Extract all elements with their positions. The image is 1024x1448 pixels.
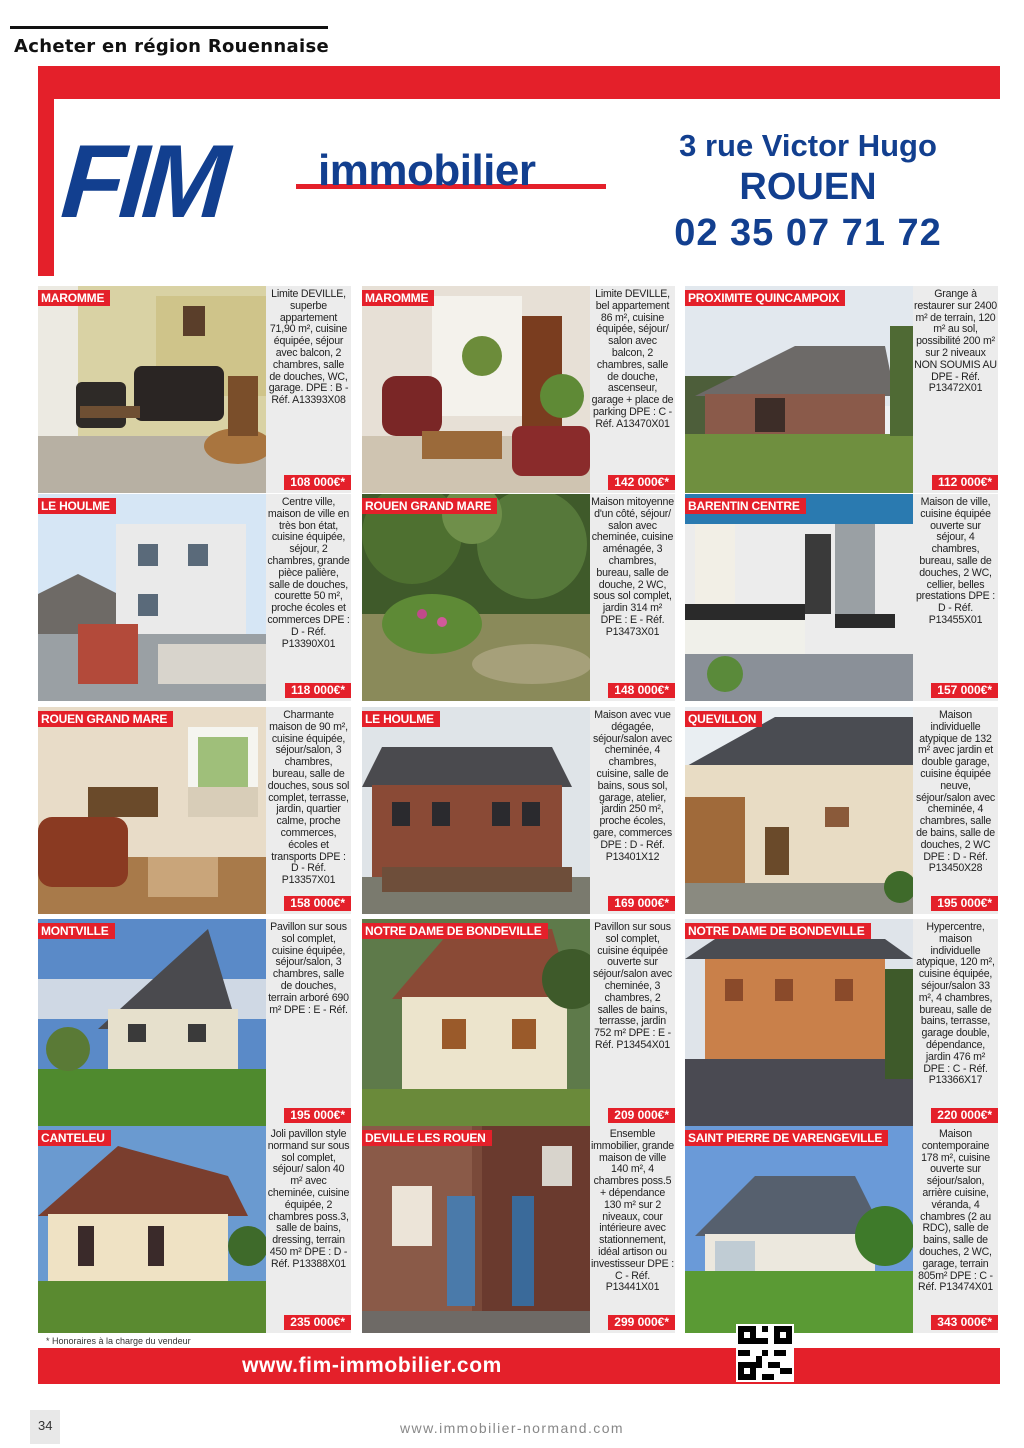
listing-description: Maison mitoyenne d'un côté, séjour/ salon avec cheminée, cuisine aménagée, 3 chambres, bureau, salle de douche, 2 WC, sous sol complet, jardin 314 m² DPE : E - Réf. P13473X01 [591, 496, 674, 638]
agency-header [38, 66, 1000, 276]
listing-description: Charmante maison de 90 m², cuisine équipée, séjour/salon, 3 chambres, bureau, salle de douches, sous sol complet, terrasse, jardin, quartier calme, proche commerces, écoles et transports DPE : D - Réf. P13357X01 [267, 709, 350, 887]
listing-card[interactable] [685, 919, 998, 1126]
fee-note: * Honoraires à la charge du vendeur [46, 1336, 191, 1346]
qr-code-icon[interactable] [736, 1324, 794, 1382]
listing-description: Joli pavillon style normand sur sous sol complet, séjour/ salon 40 m² avec cheminée, cuisine équipée, 2 chambres poss.3, salle de bains, dressing, terrain 450 m² DPE : D - Réf. P13388X01 [267, 1128, 350, 1270]
listing-price: 112 000€* [932, 475, 998, 490]
listing-card[interactable] [38, 707, 351, 914]
listing-location: BARENTIN CENTRE [685, 498, 806, 514]
listing-price: 157 000€* [931, 683, 998, 698]
listing-description: Centre ville, maison de ville en très bon état, cuisine équipée, séjour, 2 chambres, grande pièce palière, salle de douches, courette 50 m², proche écoles et commerces DPE : D - Réf. P13390X01 [267, 496, 350, 650]
listing-location: MAROMME [362, 290, 434, 306]
listing-price: 343 000€* [931, 1315, 998, 1330]
listing-price: 169 000€* [608, 896, 675, 911]
listing-price: 195 000€* [931, 896, 998, 911]
listing-price: 108 000€* [284, 475, 351, 490]
listing-card[interactable] [362, 707, 675, 914]
listing-card[interactable] [38, 494, 351, 701]
house-photo [685, 1126, 913, 1333]
listing-card[interactable] [685, 707, 998, 914]
listing-description: Ensemble immobilier, grande maison de ville 140 m², 4 chambres poss.5 + dépendance 130 m² sur 2 niveaux, cour intérieure avec stationnement, idéal artison ou investisseur DPE : C - Réf. P13441X01 [591, 1128, 674, 1294]
logo-fim: FIM [57, 124, 228, 240]
listing-description: Pavillon sur sous sol complet, cuisine équipée, séjour/salon, 3 chambres, salle de douches, terrain arboré 690 m² DPE : E - Réf. [268, 921, 349, 1016]
listing-card[interactable] [685, 1126, 998, 1333]
page-number: 34 [38, 1418, 53, 1433]
listing-price: 299 000€* [608, 1315, 675, 1330]
brick-house-photo [685, 919, 913, 1126]
listing-card[interactable] [685, 494, 998, 701]
living-room-photo [362, 286, 590, 493]
agency-address: 3 rue Victor Hugo [679, 128, 937, 163]
listing-card[interactable] [362, 286, 675, 493]
house-photo [362, 919, 590, 1126]
website-link[interactable]: www.fim-immobilier.com [242, 1354, 502, 1377]
listing-description: Grange à restaurer sur 2400 m² de terrain, 120 m² au sol, possibilité 200 m² sur 2 niveaux NON SOUMIS AU DPE - Réf. P13472X01 [914, 288, 997, 395]
brick-house-photo [362, 707, 590, 914]
listing-location: NOTRE DAME DE BONDEVILLE [362, 923, 548, 939]
listing-description: Maison de ville, cuisine équipée ouverte sur séjour, 4 chambres, bureau, salle de douches, 2 WC, cellier, belles prestations DPE : D - Réf. P13455X01 [915, 496, 996, 626]
listing-description: Maison individuelle atypique de 132 m² avec jardin et double garage, cuisine équipée neuve, séjour/salon avec cheminée, 4 chambres, salle de bains, salle de douches, 2 WC DPE : D - Réf. P13450X28 [915, 709, 996, 875]
publication-url[interactable]: www.immobilier-normand.com [400, 1420, 624, 1436]
listing-card[interactable] [38, 919, 351, 1126]
listing-description: Maison avec vue dégagée, séjour/salon avec cheminée, 4 chambres, cuisine, salle de bains, sous sol, garage, atelier, jardin 250 m², proche écoles, gare, commerces DPE : D - Réf. P13401X12 [592, 709, 673, 863]
listing-description: Pavillon sur sous sol complet, cuisine équipée ouverte sur séjour/salon avec cheminée, 3 chambres, 2 salles de bains, terrasse, jardin 752 m² DPE : E - Réf. P13454X01 [592, 921, 673, 1051]
listing-location: ROUEN GRAND MARE [362, 498, 497, 514]
listing-card[interactable] [38, 1126, 351, 1333]
listing-location: LE HOULME [362, 711, 440, 727]
listing-description: Hypercentre, maison individuelle atypique, 120 m², cuisine équipée, séjour/salon 33 m², 4 chambres, bureau, salle de bains, terrasse, garage double, dépendance, jardin 476 m² DPE : C - Réf. P13366X17 [916, 921, 995, 1087]
listing-price: 209 000€* [608, 1108, 675, 1123]
listing-location: PROXIMITE QUINCAMPOIX [685, 290, 845, 306]
section-title: Acheter en région Rouennaise [14, 36, 329, 57]
listing-price: 142 000€* [608, 475, 675, 490]
listing-price: 148 000€* [608, 683, 675, 698]
top-rule [10, 26, 328, 29]
listing-location: MONTVILLE [38, 923, 115, 939]
listing-description: Limite DEVILLE, bel appartement 86 m², cuisine équipée, séjour/ salon avec balcon, 2 chambres, salle de douche, ascenseur, garage + place de parking DPE : C - Réf. A13470X01 [591, 288, 674, 430]
brick-house-photo [362, 1126, 590, 1333]
listing-price: 118 000€* [285, 683, 351, 698]
house-photo [38, 494, 266, 701]
listing-card[interactable] [362, 1126, 675, 1333]
listing-price: 235 000€* [284, 1315, 351, 1330]
listing-location: ROUEN GRAND MARE [38, 711, 173, 727]
listing-card[interactable] [38, 286, 351, 493]
listing-price: 195 000€* [284, 1108, 351, 1123]
header-red-side [38, 66, 54, 276]
listing-description: Maison contemporaine 178 m², cuisine ouverte sur séjour/salon, arrière cuisine, véranda, 4 chambres (2 au RDC), salle de bains, salle de douches, 2 WC, garage, terrain 805m² DPE : C - Réf. P13474X01 [918, 1128, 993, 1294]
listing-price: 220 000€* [931, 1108, 998, 1123]
header-red-bar [38, 66, 1000, 99]
kitchen-photo [685, 494, 913, 701]
garden-photo [362, 494, 590, 701]
listing-location: CANTELEU [38, 1130, 111, 1146]
listing-location: LE HOULME [38, 498, 116, 514]
listing-location: NOTRE DAME DE BONDEVILLE [685, 923, 871, 939]
house-photo [38, 919, 266, 1126]
house-photo [38, 1126, 266, 1333]
listing-card[interactable] [685, 286, 998, 493]
listing-location: QUEVILLON [685, 711, 762, 727]
living-room-photo [38, 286, 266, 493]
logo-immobilier: immobilier [318, 146, 536, 195]
listing-location: MAROMME [38, 290, 110, 306]
listing-location: SAINT PIERRE DE VARENGEVILLE [685, 1130, 888, 1146]
listing-card[interactable] [362, 919, 675, 1126]
listing-description: Limite DEVILLE, superbe appartement 71,90 m², cuisine équipée, séjour avec balcon, 2 chambres, salle de douches, WC, garage. DPE : B - Réf. A13393X08 [268, 288, 349, 407]
agency-city: ROUEN [739, 166, 877, 208]
agency-phone[interactable]: 02 35 07 71 72 [674, 212, 942, 254]
listing-price: 158 000€* [284, 896, 351, 911]
listing-card[interactable] [362, 494, 675, 701]
house-photo [685, 707, 913, 914]
listing-location: DEVILLE LES ROUEN [362, 1130, 492, 1146]
barn-photo [685, 286, 913, 493]
living-room-photo [38, 707, 266, 914]
